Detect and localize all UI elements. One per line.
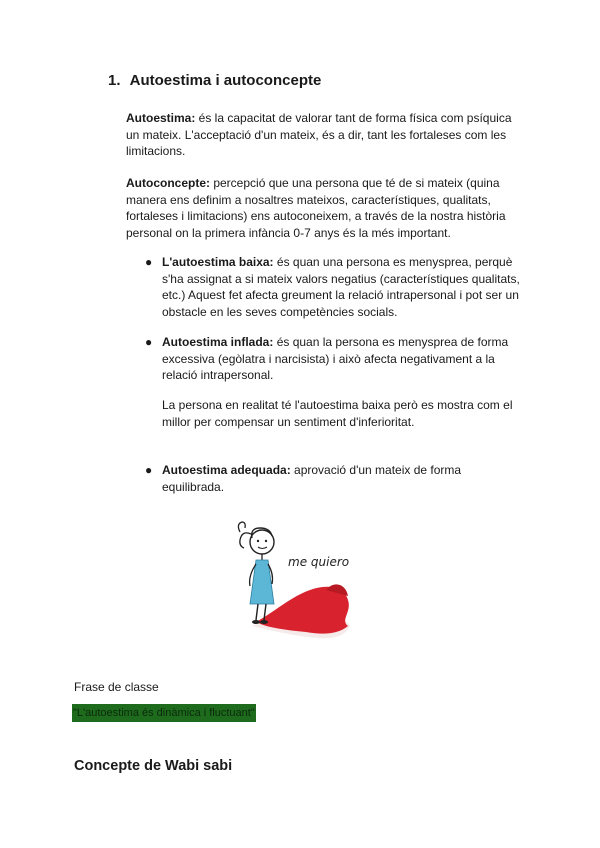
- bullet-line: etc.) Aquest fet afecta greument la relació intrapersonal i pot ser un: [162, 288, 519, 302]
- bullet-dot: ●: [145, 335, 153, 349]
- autoestima-line: limitacions.: [126, 144, 186, 158]
- autoestima-paragraph: [126, 110, 526, 160]
- bullet-line: és quan la persona es menysprea de forma: [273, 335, 509, 349]
- me-quiero-illustration: [222, 516, 382, 644]
- bullet-extra-line: millor per compensar un sentiment d'inferioritat.: [162, 414, 415, 429]
- bullet-extra-line: La persona en realitat té l'autoestima baixa però es mostra com el: [162, 398, 513, 412]
- bullet-item-autoestima-inflada: [162, 334, 562, 384]
- section2-heading: Concepte de Wabi sabi: [74, 758, 233, 774]
- autoconcepte-line: manera ens definim a nosaltres mateixos, característiques, qualitats,: [126, 192, 491, 207]
- bullet-term: Autoestima adequada:: [162, 463, 291, 477]
- bullet-item-autoestima-baixa: [162, 254, 562, 320]
- bullet-line: obstacle en les seves competències socials.: [162, 304, 398, 319]
- bullet-extra-paragraph: [162, 397, 562, 430]
- bullet-line: equilibrada.: [162, 479, 225, 494]
- autoestima-line: és la capacitat de valorar tant de forma física com psíquica: [195, 111, 512, 125]
- frase-quote-highlight: "L'autoestima és dinàmica i fluctuant": [72, 704, 256, 722]
- section-heading: [108, 72, 321, 89]
- bullet-line: s'ha assignat a si mateix valors negatius (característiques qualitats,: [162, 271, 520, 286]
- bullet-term: L'autoestima baixa:: [162, 255, 274, 269]
- bullet-line: relació intrapersonal.: [162, 368, 274, 382]
- illustration-caption: me quiero: [288, 555, 350, 569]
- heading-number: 1.: [108, 72, 121, 89]
- bullet-line: és quan una persona es menysprea, perquè: [273, 255, 513, 269]
- frase-label: Frase de classe: [74, 680, 159, 694]
- autoestima-line: un mateix. L'acceptació d'un mateix, és a dir, tant les fortaleses com les: [126, 127, 507, 142]
- girl-heart-drawing: [222, 516, 382, 644]
- autoconcepte-line: percepció que una persona que té de si mateix (quina: [210, 176, 500, 190]
- bullet-term: Autoestima inflada:: [162, 335, 274, 349]
- heading-title: Autoestima i autoconcepte: [129, 72, 322, 89]
- autoconcepte-line: personal on la primera infància 0-7 anys és la més important.: [126, 225, 451, 240]
- bullet-item-autoestima-adequada: [162, 462, 562, 495]
- autoestima-term: Autoestima:: [126, 111, 196, 125]
- bullet-dot: ●: [145, 463, 153, 477]
- bullet-dot: ●: [145, 255, 153, 269]
- bullet-line: aprovació d'un mateix de forma: [290, 463, 462, 477]
- autoconcepte-line: fortaleses i limitacions) ens autoconeixem, a través de la nostra història: [126, 209, 506, 223]
- autoconcepte-paragraph: [126, 175, 536, 241]
- bullet-line: excessiva (egòlatra i narcisista) i això afecta negativament a la: [162, 351, 495, 366]
- autoconcepte-term: Autoconcepte:: [126, 176, 210, 190]
